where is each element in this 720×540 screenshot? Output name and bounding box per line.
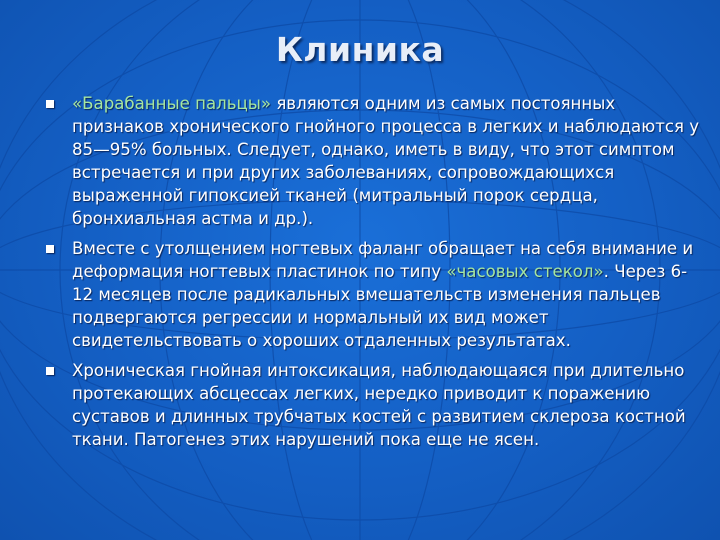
highlighted-term: «часовых стекол» bbox=[446, 262, 604, 281]
bullet-list bbox=[40, 92, 700, 458]
bullet-text: Хроническая гнойная интоксикация, наблюдающаяся при длительно протекающих абсцессах легких, нередко приводит к поражению суставов и длинных трубчатых костей с развитием склероза костной ткани. Патогенез этих нарушений пока еще не ясен. bbox=[72, 361, 686, 449]
square-bullet-icon bbox=[46, 245, 54, 253]
bullet-text-after: . Через 6-12 месяцев после радикальных вмешательств изменения пальцев подвергаются регрессии и нормальный их вид может свидетельствовать о хороших отдаленных результатах. bbox=[72, 262, 688, 350]
bullet-text: являются одним из самых постоянных признаков хронического гнойного процесса в легких и наблюдаются у 85—95% больных. Следует, однако, иметь в виду, что этот симптом встречается и при других заболеваниях, сопровождающихся выраженной гипоксией тканей (митральный порок сердца, бронхиальная астма и др.). bbox=[72, 94, 700, 228]
highlighted-term: «Барабанные пальцы» bbox=[72, 94, 272, 113]
slide-title: Клиника bbox=[275, 30, 445, 69]
bullet-text-before: Вместе с утолщением ногтевых фаланг обращает на себя внимание и деформация ногтевых пластинок по типу bbox=[72, 239, 694, 281]
bullet-item-1 bbox=[40, 92, 700, 230]
square-bullet-icon bbox=[46, 100, 54, 108]
bullet-item-2 bbox=[40, 237, 700, 352]
bullet-item-3 bbox=[40, 359, 700, 451]
square-bullet-icon bbox=[46, 367, 54, 375]
